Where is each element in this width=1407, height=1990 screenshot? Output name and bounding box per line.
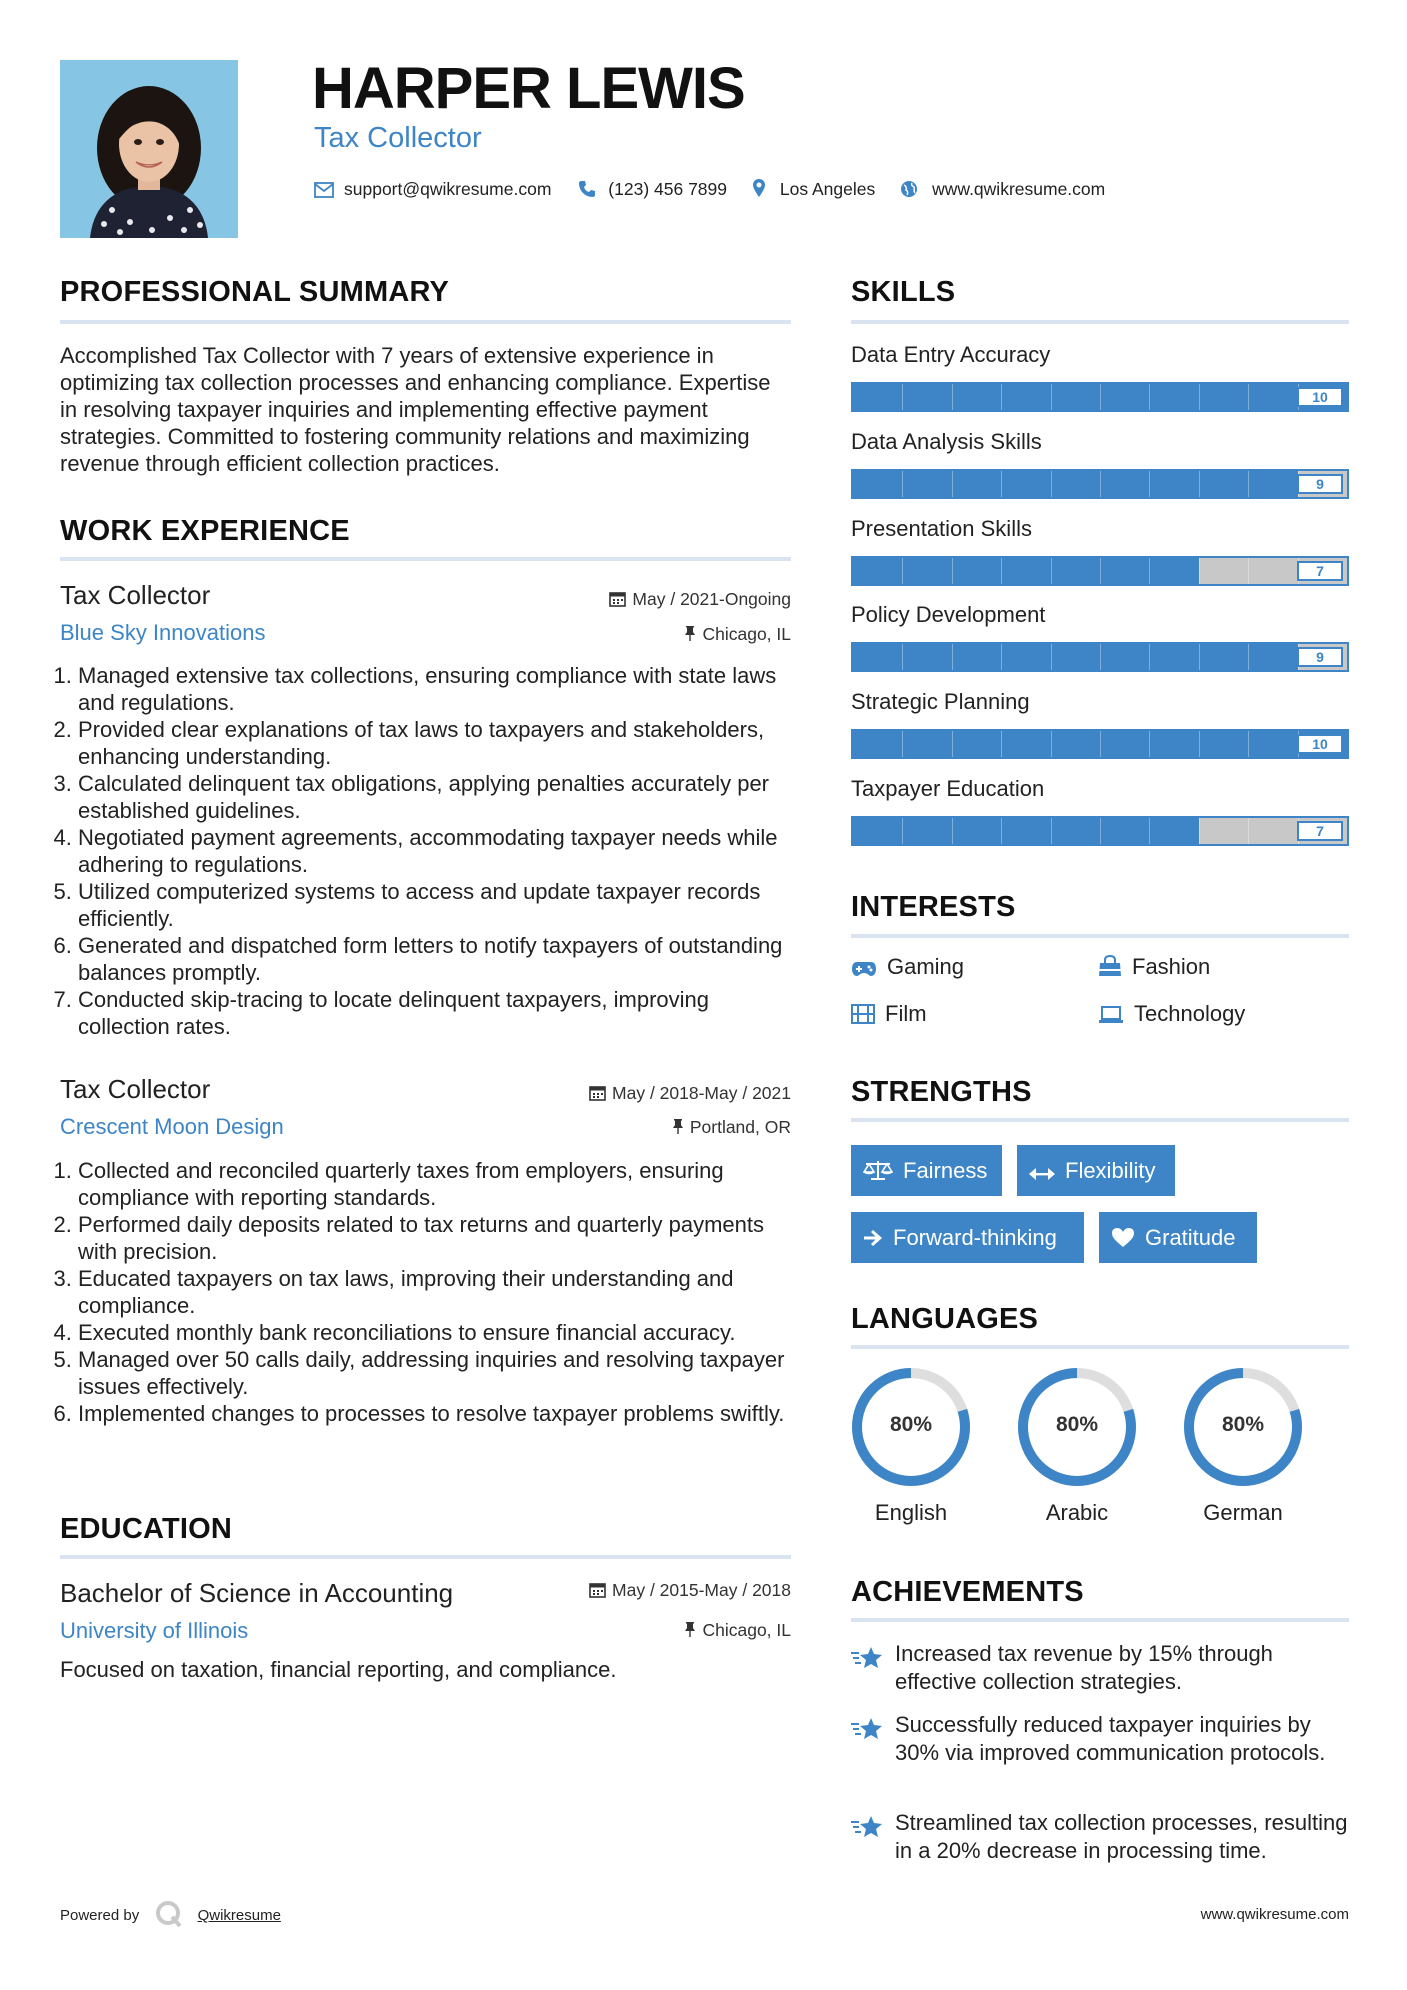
skill-bar-segment bbox=[1199, 384, 1200, 410]
skill-bar-segment bbox=[1100, 558, 1101, 584]
experience-heading: WORK EXPERIENCE bbox=[60, 515, 350, 547]
candidate-name: HARPER LEWIS bbox=[312, 56, 745, 121]
interests-divider bbox=[851, 934, 1349, 938]
skill-bar-segment bbox=[952, 818, 953, 844]
globe-icon bbox=[900, 180, 918, 203]
skill-bar-segment bbox=[952, 384, 953, 410]
list-item: 5. Managed over 50 calls daily, addressing inquiries and resolving taxpayer issues effectively. bbox=[78, 1346, 791, 1400]
location-pin-icon bbox=[752, 178, 766, 203]
skill-bar-segment bbox=[1051, 818, 1052, 844]
job-title: Tax Collector bbox=[60, 580, 211, 610]
interests-heading: INTERESTS bbox=[851, 891, 1016, 923]
skill-bar-segment bbox=[1149, 731, 1150, 757]
skill-bar-segment bbox=[1149, 471, 1150, 497]
phone-icon bbox=[578, 180, 596, 203]
list-item: 5. Utilized computerized systems to access and update taxpayer records efficiently. bbox=[78, 878, 791, 932]
list-item: 1. Collected and reconciled quarterly taxes from employers, ensuring compliance with reporting standards. bbox=[78, 1157, 791, 1211]
skill-bar-segment bbox=[1001, 731, 1002, 757]
skill-bar-segment bbox=[1199, 471, 1200, 497]
skill-label: Policy Development bbox=[851, 602, 1046, 627]
job-duties-list bbox=[60, 662, 791, 1040]
skill-bar-segment bbox=[1199, 731, 1200, 757]
footer-website[interactable]: www.qwikresume.com bbox=[1200, 1906, 1349, 1923]
summary-heading: PROFESSIONAL SUMMARY bbox=[60, 276, 450, 308]
skills-heading: SKILLS bbox=[851, 276, 956, 308]
gamepad-icon bbox=[851, 961, 877, 977]
list-item: 2. Performed daily deposits related to tax returns and quarterly payments with precision. bbox=[78, 1211, 791, 1265]
arrow-right-icon bbox=[863, 1228, 883, 1248]
summary-text: Accomplished Tax Collector with 7 years of extensive experience in optimizing tax collection processes and enhancing compliance. Expertise in resolving taxpayer inquiries and implementing effective payment strategies. Committed to fostering community relations and maximizing revenue through efficient collection practices. bbox=[60, 343, 771, 476]
education-heading: EDUCATION bbox=[60, 1513, 233, 1545]
skill-bar-fill bbox=[853, 558, 1199, 584]
skill-bar-segment bbox=[952, 731, 953, 757]
list-item: 7. Conducted skip-tracing to locate delinquent taxpayers, improving collection rates. bbox=[78, 986, 791, 1040]
skill-bar-segment bbox=[1248, 731, 1249, 757]
avatar bbox=[60, 60, 238, 238]
skill-bar-segment bbox=[1100, 731, 1101, 757]
skill-label: Presentation Skills bbox=[851, 516, 1032, 541]
pushpin-icon bbox=[684, 1621, 696, 1638]
skill-bar-segment bbox=[1051, 471, 1052, 497]
contact-phone[interactable]: (123) 456 7899 bbox=[608, 179, 728, 199]
skill-bar-segment bbox=[1149, 558, 1150, 584]
job-title: Tax Collector bbox=[60, 1074, 211, 1104]
list-item: 2. Provided clear explanations of tax laws to taxpayers and stakeholders, enhancing understanding. bbox=[78, 716, 791, 770]
skill-bar bbox=[851, 816, 1349, 846]
heart-icon bbox=[1111, 1227, 1135, 1248]
list-item: 4. Executed monthly bank reconciliations to ensure financial accuracy. bbox=[78, 1319, 791, 1346]
skill-bar-segment bbox=[952, 471, 953, 497]
skill-bar-segment bbox=[1149, 644, 1150, 670]
job-location: Portland, OR bbox=[672, 1117, 791, 1138]
powered-by-label: Powered by bbox=[60, 1907, 140, 1924]
skill-bar-segment bbox=[1001, 818, 1002, 844]
list-item: 4. Negotiated payment agreements, accommodating taxpayer needs while adhering to regulations. bbox=[78, 824, 791, 878]
qwikresume-logo-icon bbox=[155, 1900, 183, 1932]
skill-bar bbox=[851, 556, 1349, 586]
skill-score: 9 bbox=[1297, 647, 1343, 667]
skill-bar-segment bbox=[952, 644, 953, 670]
skill-bar-fill bbox=[853, 644, 1298, 670]
experience-divider bbox=[60, 557, 791, 561]
school-name: University of Illinois bbox=[60, 1618, 249, 1643]
language-gauge bbox=[1182, 1366, 1302, 1493]
film-icon bbox=[851, 1004, 875, 1024]
arrows-horizontal-icon bbox=[1029, 1167, 1055, 1181]
interest-item: Technology bbox=[1098, 1001, 1245, 1027]
interest-item: Film bbox=[851, 1001, 927, 1027]
language-name: Arabic bbox=[1045, 1500, 1109, 1525]
education-divider bbox=[60, 1555, 791, 1559]
contact-website[interactable]: www.qwikresume.com bbox=[932, 179, 1106, 199]
skill-bar-segment bbox=[1149, 384, 1150, 410]
achievement-text: Increased tax revenue by 15% through effective collection strategies. bbox=[895, 1641, 1273, 1694]
skill-bar-segment bbox=[952, 558, 953, 584]
list-item: 6. Generated and dispatched form letters to notify taxpayers of outstanding balances promptly. bbox=[78, 932, 791, 986]
calendar-icon bbox=[589, 1084, 606, 1101]
job-duties-list bbox=[60, 1157, 791, 1427]
degree-title: Bachelor of Science in Accounting bbox=[60, 1578, 454, 1608]
skill-bar-fill bbox=[853, 818, 1199, 844]
skill-bar-segment bbox=[1051, 644, 1052, 670]
language-gauge bbox=[1016, 1366, 1136, 1493]
list-item: 6. Implemented changes to processes to resolve taxpayer problems swiftly. bbox=[78, 1400, 791, 1427]
skill-bar-segment bbox=[1199, 558, 1200, 584]
education-dates: May / 2015-May / 2018 bbox=[589, 1580, 791, 1601]
skill-bar-segment bbox=[902, 818, 903, 844]
calendar-icon bbox=[589, 1581, 606, 1598]
skill-bar-segment bbox=[1001, 471, 1002, 497]
job-location: Chicago, IL bbox=[684, 624, 791, 645]
list-item: 3. Educated taxpayers on tax laws, improving their understanding and compliance. bbox=[78, 1265, 791, 1319]
skill-bar-segment bbox=[1001, 644, 1002, 670]
shooting-star-icon bbox=[851, 1814, 883, 1845]
skill-label: Data Entry Accuracy bbox=[851, 342, 1051, 367]
skill-bar-segment bbox=[1248, 558, 1249, 584]
contact-location: Los Angeles bbox=[779, 179, 876, 199]
skill-bar-segment bbox=[1001, 558, 1002, 584]
footer-brand-link[interactable]: Qwikresume bbox=[197, 1907, 281, 1924]
skill-bar-segment bbox=[902, 558, 903, 584]
language-gauge bbox=[850, 1366, 970, 1493]
balance-scale-icon bbox=[863, 1159, 893, 1181]
skill-bar-segment bbox=[1248, 644, 1249, 670]
skill-score: 10 bbox=[1297, 387, 1343, 407]
shooting-star-icon bbox=[851, 1645, 883, 1676]
skill-bar-segment bbox=[1149, 818, 1150, 844]
shopping-bag-icon bbox=[1098, 955, 1122, 977]
languages-divider bbox=[851, 1345, 1349, 1349]
skill-bar-segment bbox=[1248, 471, 1249, 497]
skill-bar-fill bbox=[853, 471, 1298, 497]
shooting-star-icon bbox=[851, 1716, 883, 1747]
skills-divider bbox=[851, 320, 1349, 324]
skill-bar bbox=[851, 469, 1349, 499]
skill-bar-segment bbox=[1051, 558, 1052, 584]
skill-bar-segment bbox=[1199, 644, 1200, 670]
pushpin-icon bbox=[672, 1118, 684, 1135]
skill-score: 9 bbox=[1297, 474, 1343, 494]
strength-chip: Flexibility bbox=[1017, 1145, 1175, 1196]
skill-bar-segment bbox=[1100, 384, 1101, 410]
skill-score: 7 bbox=[1297, 561, 1343, 581]
skill-bar-segment bbox=[1248, 384, 1249, 410]
skill-score: 10 bbox=[1297, 734, 1343, 754]
skill-bar-segment bbox=[1100, 471, 1101, 497]
achievement-text: Streamlined tax collection processes, resulting in a 20% decrease in processing time. bbox=[895, 1810, 1348, 1863]
education-description: Focused on taxation, financial reporting, and compliance. bbox=[60, 1657, 617, 1682]
education-location: Chicago, IL bbox=[684, 1620, 791, 1641]
pushpin-icon bbox=[684, 625, 696, 642]
skill-bar-segment bbox=[1199, 818, 1200, 844]
skill-bar-segment bbox=[902, 731, 903, 757]
calendar-icon bbox=[609, 590, 626, 607]
skill-bar-segment bbox=[1100, 818, 1101, 844]
job-dates: May / 2018-May / 2021 bbox=[589, 1083, 791, 1104]
contact-email[interactable]: support@qwikresume.com bbox=[344, 179, 552, 199]
language-percent: 80% bbox=[889, 1413, 933, 1436]
skill-label: Taxpayer Education bbox=[851, 776, 1045, 801]
languages-heading: LANGUAGES bbox=[851, 1303, 1039, 1335]
interest-item: Gaming bbox=[851, 954, 964, 980]
strength-chip: Forward-thinking bbox=[851, 1212, 1084, 1263]
summary-divider bbox=[60, 320, 791, 324]
strengths-divider bbox=[851, 1118, 1349, 1122]
skill-label: Data Analysis Skills bbox=[851, 429, 1042, 454]
laptop-icon bbox=[1098, 1006, 1124, 1024]
job-dates: May / 2021-Ongoing bbox=[609, 589, 791, 610]
language-name: German bbox=[1203, 1500, 1283, 1525]
strengths-heading: STRENGTHS bbox=[851, 1076, 1032, 1108]
job-company: Blue Sky Innovations bbox=[60, 620, 266, 645]
skill-score: 7 bbox=[1297, 821, 1343, 841]
achievement-text: Successfully reduced taxpayer inquiries by 30% via improved communication protocols. bbox=[895, 1712, 1326, 1765]
contact-row bbox=[314, 178, 1105, 204]
skill-bar-segment bbox=[1248, 818, 1249, 844]
achievements-heading: ACHIEVEMENTS bbox=[851, 1576, 1084, 1608]
strength-chip: Fairness bbox=[851, 1145, 1002, 1196]
skill-bar bbox=[851, 382, 1349, 412]
skill-bar-segment bbox=[902, 384, 903, 410]
skill-label: Strategic Planning bbox=[851, 689, 1030, 714]
job-company: Crescent Moon Design bbox=[60, 1114, 284, 1139]
email-icon bbox=[314, 182, 334, 203]
achievements-divider bbox=[851, 1618, 1349, 1622]
skill-bar-segment bbox=[1051, 384, 1052, 410]
skill-bar-segment bbox=[902, 471, 903, 497]
skill-bar-segment bbox=[1001, 384, 1002, 410]
candidate-title: Tax Collector bbox=[314, 122, 482, 154]
interest-item: Fashion bbox=[1098, 954, 1210, 980]
footer-powered-by bbox=[60, 1900, 281, 1932]
skill-bar-segment bbox=[902, 644, 903, 670]
skill-bar-segment bbox=[1051, 731, 1052, 757]
list-item: 3. Calculated delinquent tax obligations, applying penalties accurately per established guidelines. bbox=[78, 770, 791, 824]
language-percent: 80% bbox=[1221, 1413, 1265, 1436]
language-percent: 80% bbox=[1055, 1413, 1099, 1436]
skill-bar bbox=[851, 642, 1349, 672]
strength-chip: Gratitude bbox=[1099, 1212, 1257, 1263]
skill-bar-segment bbox=[1100, 644, 1101, 670]
list-item: 1. Managed extensive tax collections, ensuring compliance with state laws and regulations. bbox=[78, 662, 791, 716]
skill-bar bbox=[851, 729, 1349, 759]
language-name: English bbox=[874, 1500, 948, 1525]
